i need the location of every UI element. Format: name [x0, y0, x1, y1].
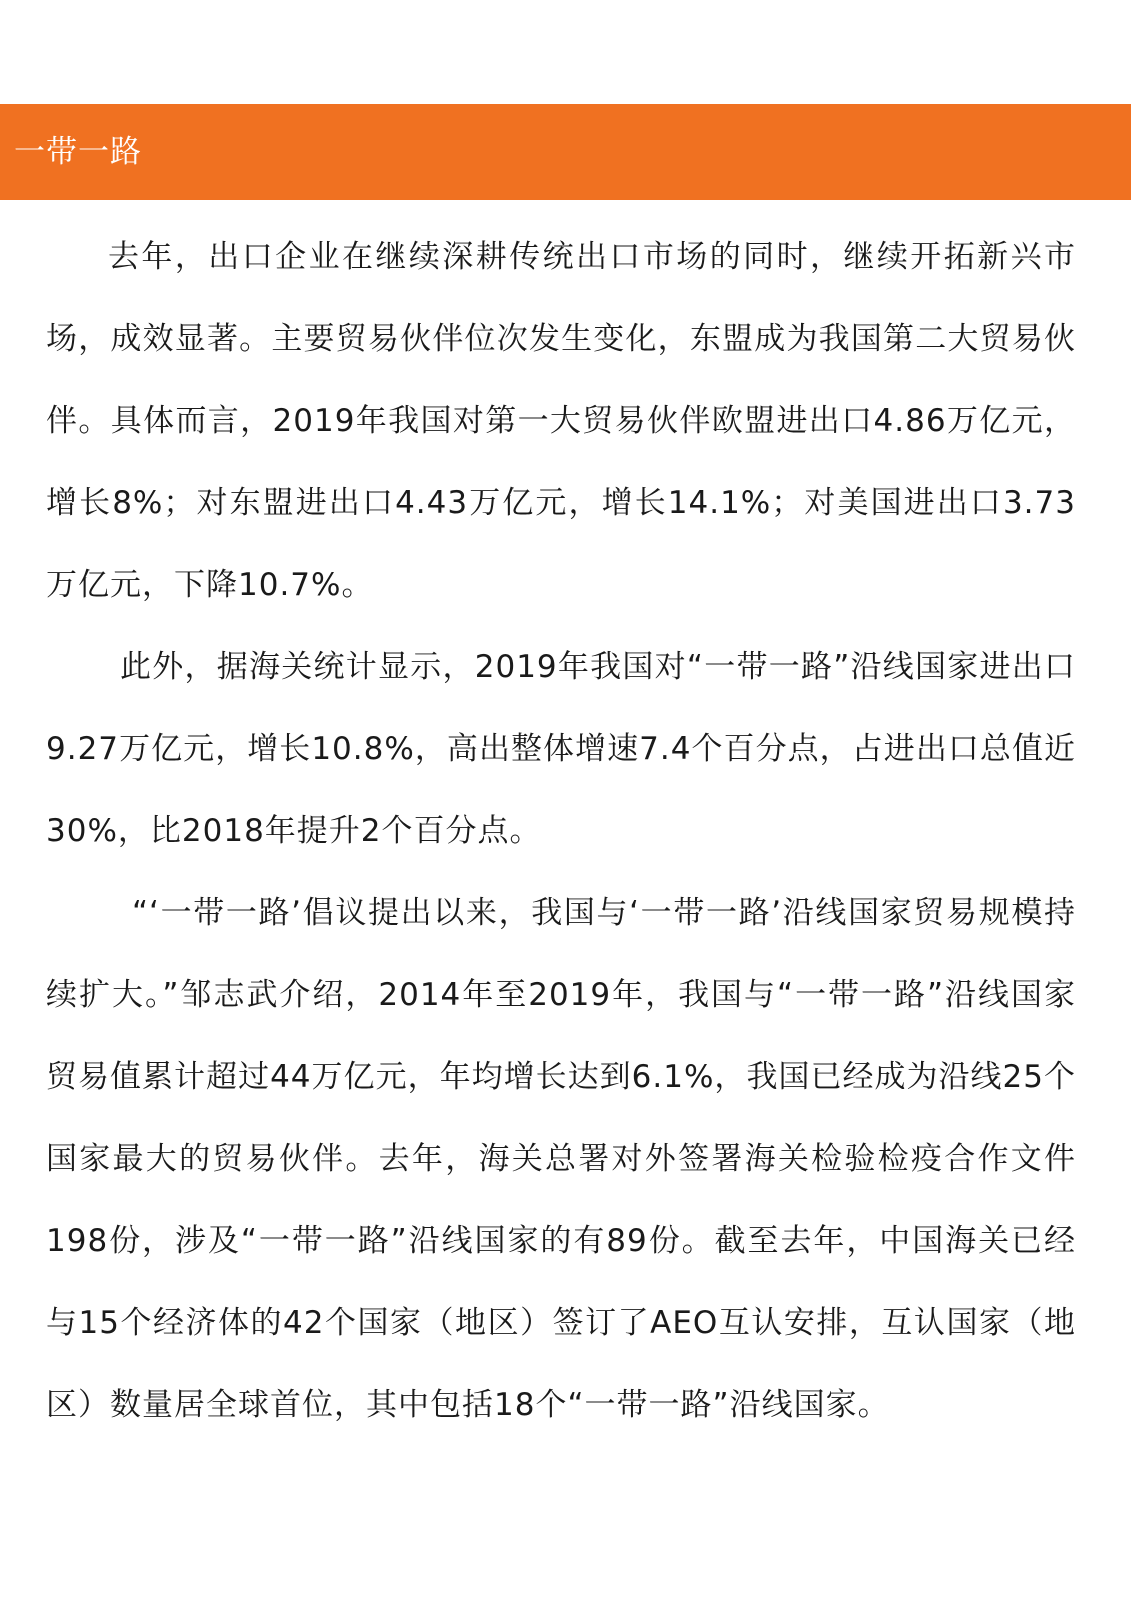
- paragraph-belt-road-trade: 此外，据海关统计显示，2019年我国对“一带一路”沿线国家进出口9.27万亿元，增长10.8%，高出整体增速7.4个百分点，占进出口总值近30%，比2018年提升2个百分点。: [46, 649, 1076, 849]
- paragraph-trade-partners: 去年，出口企业在继续深耕传统出口市场的同时，继续开拓新兴市场，成效显著。主要贸易伙伴位次发生变化，东盟成为我国第二大贸易伙伴。具体而言，2019年我国对第一大贸易伙伴欧盟进出口4.86万亿元，增长8%；对东盟进出口4.43万亿元，增长14.1%；对美国进出口3.73万亿元，下降10.7%。: [46, 239, 1076, 603]
- section-banner: [0, 104, 1131, 200]
- article-body: [46, 216, 1076, 1446]
- section-title: 一带一路: [14, 134, 142, 170]
- paragraph-customs-cooperation: “‘一带一路’倡议提出以来，我国与‘一带一路’沿线国家贸易规模持续扩大。”邹志武介绍，2014年至2019年，我国与“一带一路”沿线国家贸易值累计超过44万亿元，年均增长达到6.1%，我国已经成为沿线25个国家最大的贸易伙伴。去年，海关总署对外签署海关检验检疫合作文件198份，涉及“一带一路”沿线国家的有89份。截至去年，中国海关已经与15个经济体的42个国家（地区）签订了AEO互认安排，互认国家（地区）数量居全球首位，其中包括18个“一带一路”沿线国家。: [46, 895, 1076, 1423]
